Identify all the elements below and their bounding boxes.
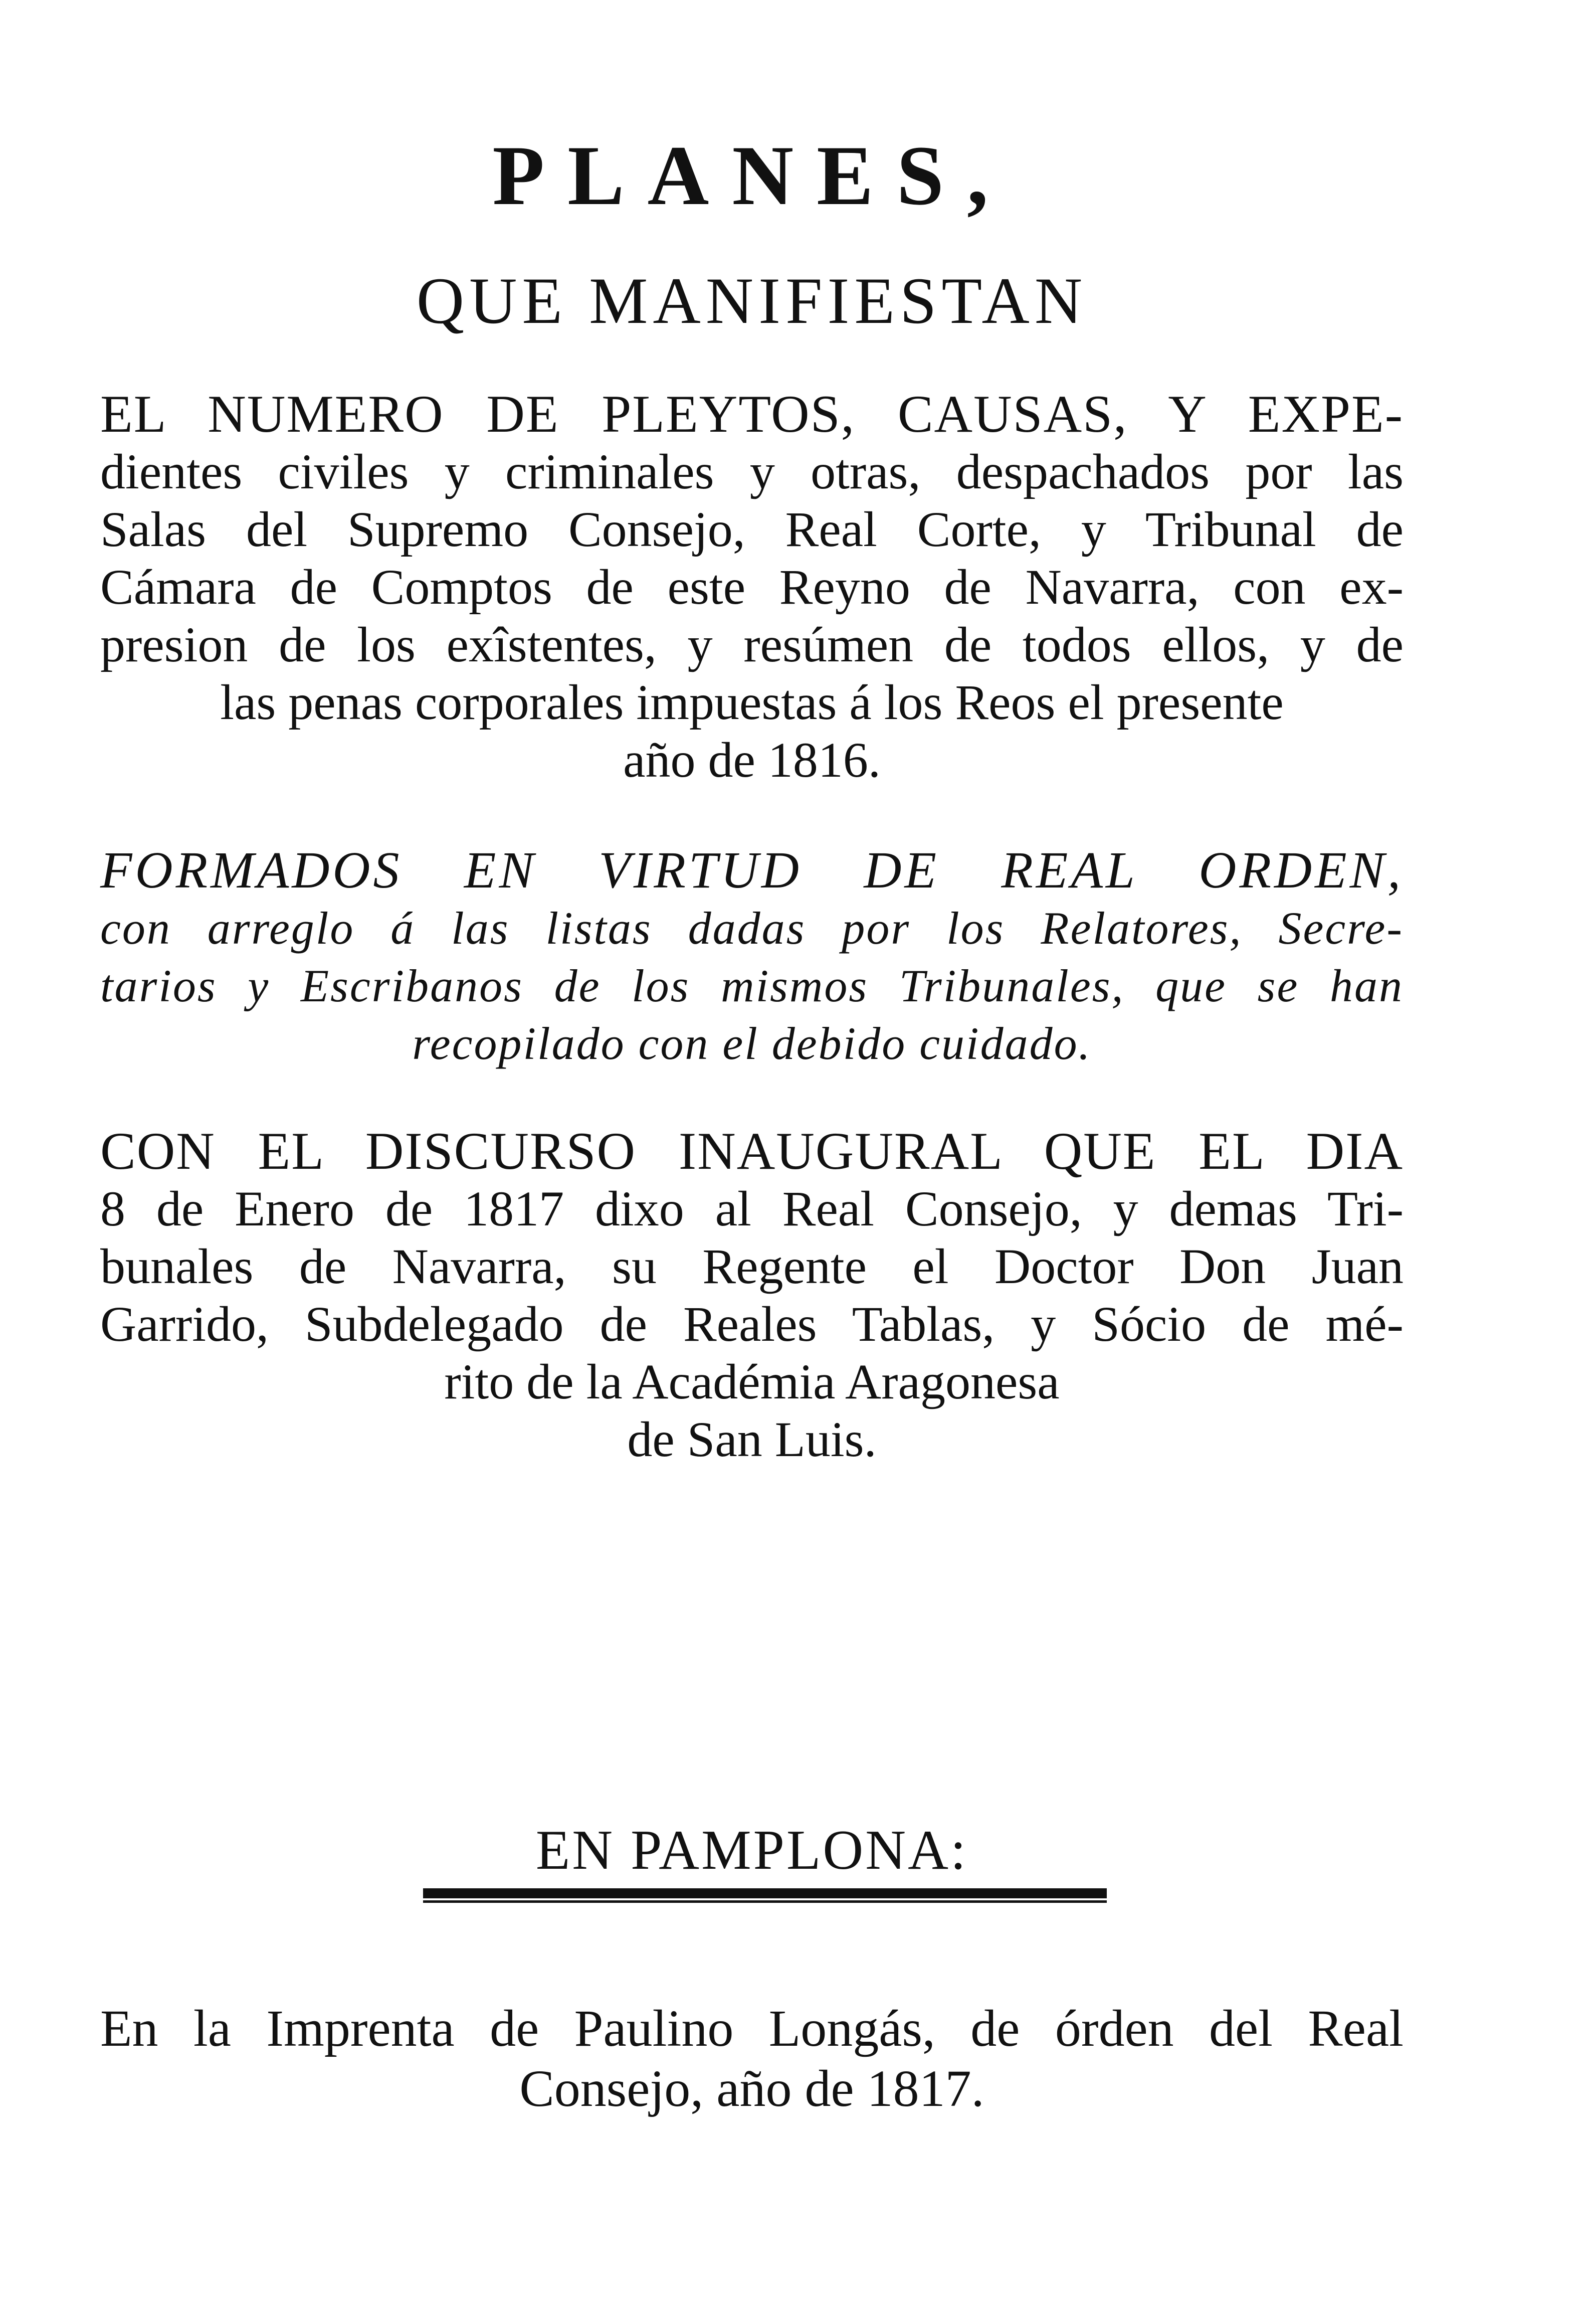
imprint-place: EN PAMPLONA: xyxy=(535,1819,968,1881)
discourse-line: bunales de Navarra, su Regente el Doctor Don Juan xyxy=(100,1238,1404,1294)
royal-order-line: recopilado con el debido cuidado. xyxy=(412,1018,1092,1069)
discourse-line: de San Luis. xyxy=(627,1411,877,1467)
book-title: PLANES, xyxy=(492,128,1012,223)
imprint-rule xyxy=(423,1885,1107,1904)
royal-order-line: tarios y Escribanos de los mismos Tribunales, que se han xyxy=(100,960,1404,1011)
book-subtitle: QUE MANIFIESTAN xyxy=(416,264,1088,337)
discourse-heading: CON EL DISCURSO INAUGURAL QUE EL DIA xyxy=(100,1122,1404,1180)
discourse-line: rito de la Académia Aragonesa xyxy=(444,1354,1060,1409)
description-line: EL NUMERO DE PLEYTOS, CAUSAS, Y EXPE- xyxy=(100,385,1404,443)
description-line: dientes civiles y criminales y otras, despachados por las xyxy=(100,444,1404,499)
rule-thin-line xyxy=(423,1900,1107,1903)
discourse-line: Garrido, Subdelegado de Reales Tablas, y Sócio de mé- xyxy=(100,1296,1404,1352)
imprint-line: En la Imprenta de Paulino Longás, de órden del Real xyxy=(100,2000,1404,2057)
description-line: las penas corporales impuestas á los Reos el presente xyxy=(220,674,1284,730)
description-line: presion de los exîstentes, y resúmen de todos ellos, y de xyxy=(100,617,1404,672)
description-line: Salas del Supremo Consejo, Real Corte, y Tribunal de xyxy=(100,501,1404,557)
rule-thick-line xyxy=(423,1888,1107,1898)
royal-order-heading: FORMADOS EN VIRTUD DE REAL ORDEN, xyxy=(100,841,1404,899)
description-line: Cámara de Comptos de este Reyno de Navarra, con ex- xyxy=(100,559,1404,615)
discourse-line: 8 de Enero de 1817 dixo al Real Consejo, y demas Tri- xyxy=(100,1181,1404,1236)
royal-order-line: con arreglo á las listas dadas por los Relatores, Secre- xyxy=(100,903,1404,954)
imprint-line: Consejo, año de 1817. xyxy=(519,2060,984,2117)
description-year-line: año de 1816. xyxy=(623,732,881,788)
